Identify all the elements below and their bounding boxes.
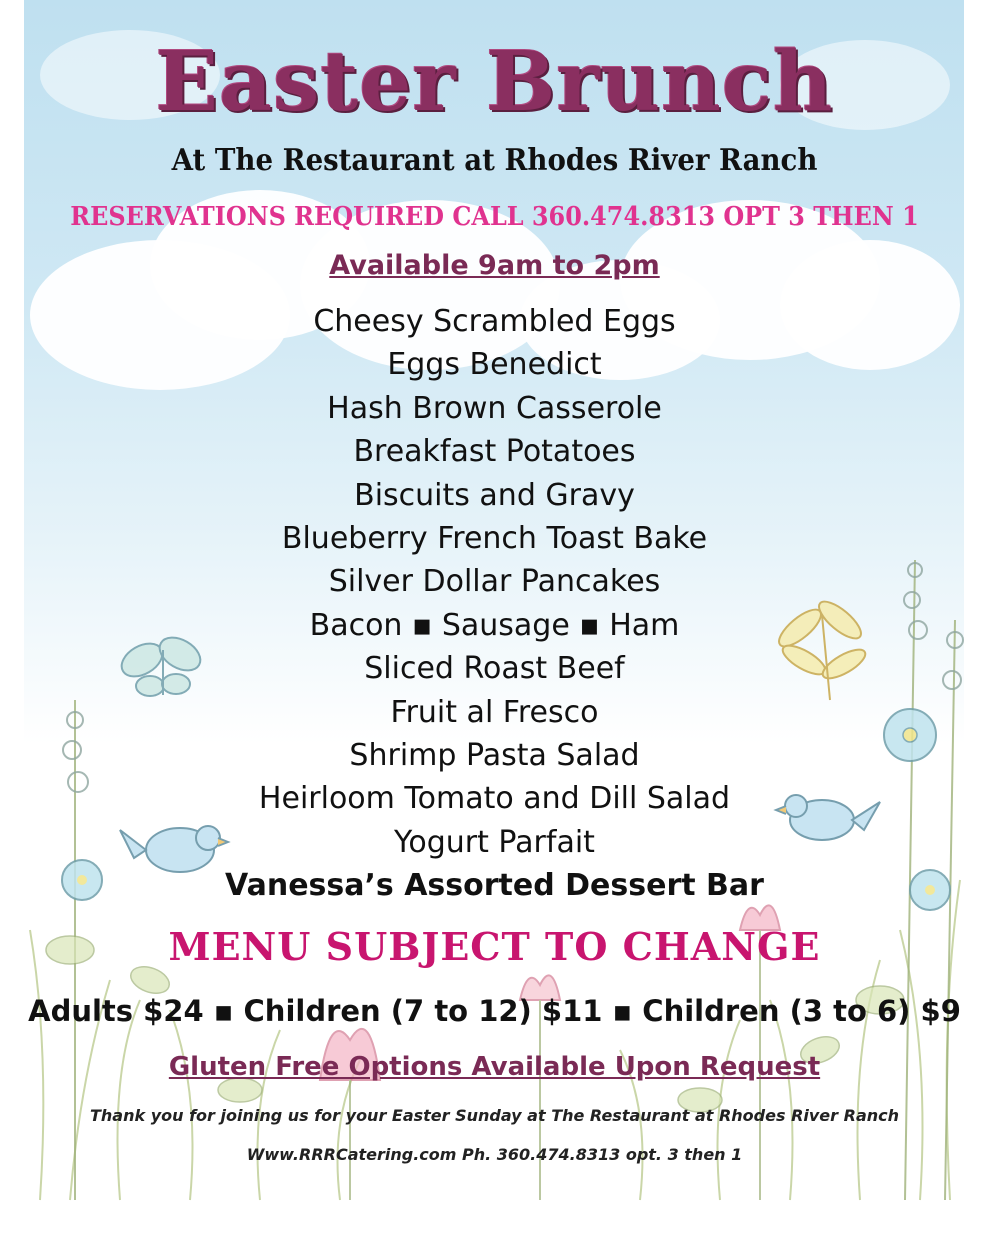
page-title: Easter Brunch — [155, 34, 834, 130]
venue-subtitle: At The Restaurant at Rhodes River Ranch — [171, 143, 818, 178]
menu-item-dessert-bar: Vanessa’s Assorted Dessert Bar — [225, 868, 764, 904]
gluten-free-notice: Gluten Free Options Available Upon Request — [168, 1052, 821, 1082]
menu-item: Heirloom Tomato and Dill Salad — [258, 781, 731, 817]
reservations-notice: RESERVATIONS REQUIRED CALL 360.474.8313 OPT 3 THEN 1 — [70, 202, 919, 232]
menu-item: Yogurt Parfait — [394, 824, 595, 860]
availability-hours: Available 9am to 2pm — [329, 250, 660, 281]
contact-line: Www.RRRCatering.com Ph. 360.474.8313 opt. 3 then 1 — [246, 1145, 743, 1164]
menu-list — [0, 300, 989, 907]
thank-you-message: Thank you for joining us for your Easter Sunday at The Restaurant at Rhodes River Ranch — [89, 1106, 899, 1125]
menu-item: Bacon ▪ Sausage ▪ Ham — [309, 607, 680, 643]
menu-item: Shrimp Pasta Salad — [349, 737, 640, 773]
menu-item: Fruit al Fresco — [390, 694, 599, 730]
menu-item: Breakfast Potatoes — [353, 434, 636, 470]
menu-item: Sliced Roast Beef — [364, 651, 625, 687]
menu-item: Silver Dollar Pancakes — [328, 564, 661, 600]
menu-item: Hash Brown Casserole — [327, 390, 662, 426]
menu-item: Blueberry French Toast Bake — [281, 520, 708, 556]
menu-item: Cheesy Scrambled Eggs — [313, 304, 676, 339]
menu-item: Eggs Benedict — [387, 347, 602, 383]
menu-item: Biscuits and Gravy — [354, 477, 635, 513]
price-list: Adults $24 ▪ Children (7 to 12) $11 ▪ Children (3 to 6) $9 — [28, 994, 961, 1028]
menu-change-notice: MENU SUBJECT TO CHANGE — [168, 924, 821, 969]
